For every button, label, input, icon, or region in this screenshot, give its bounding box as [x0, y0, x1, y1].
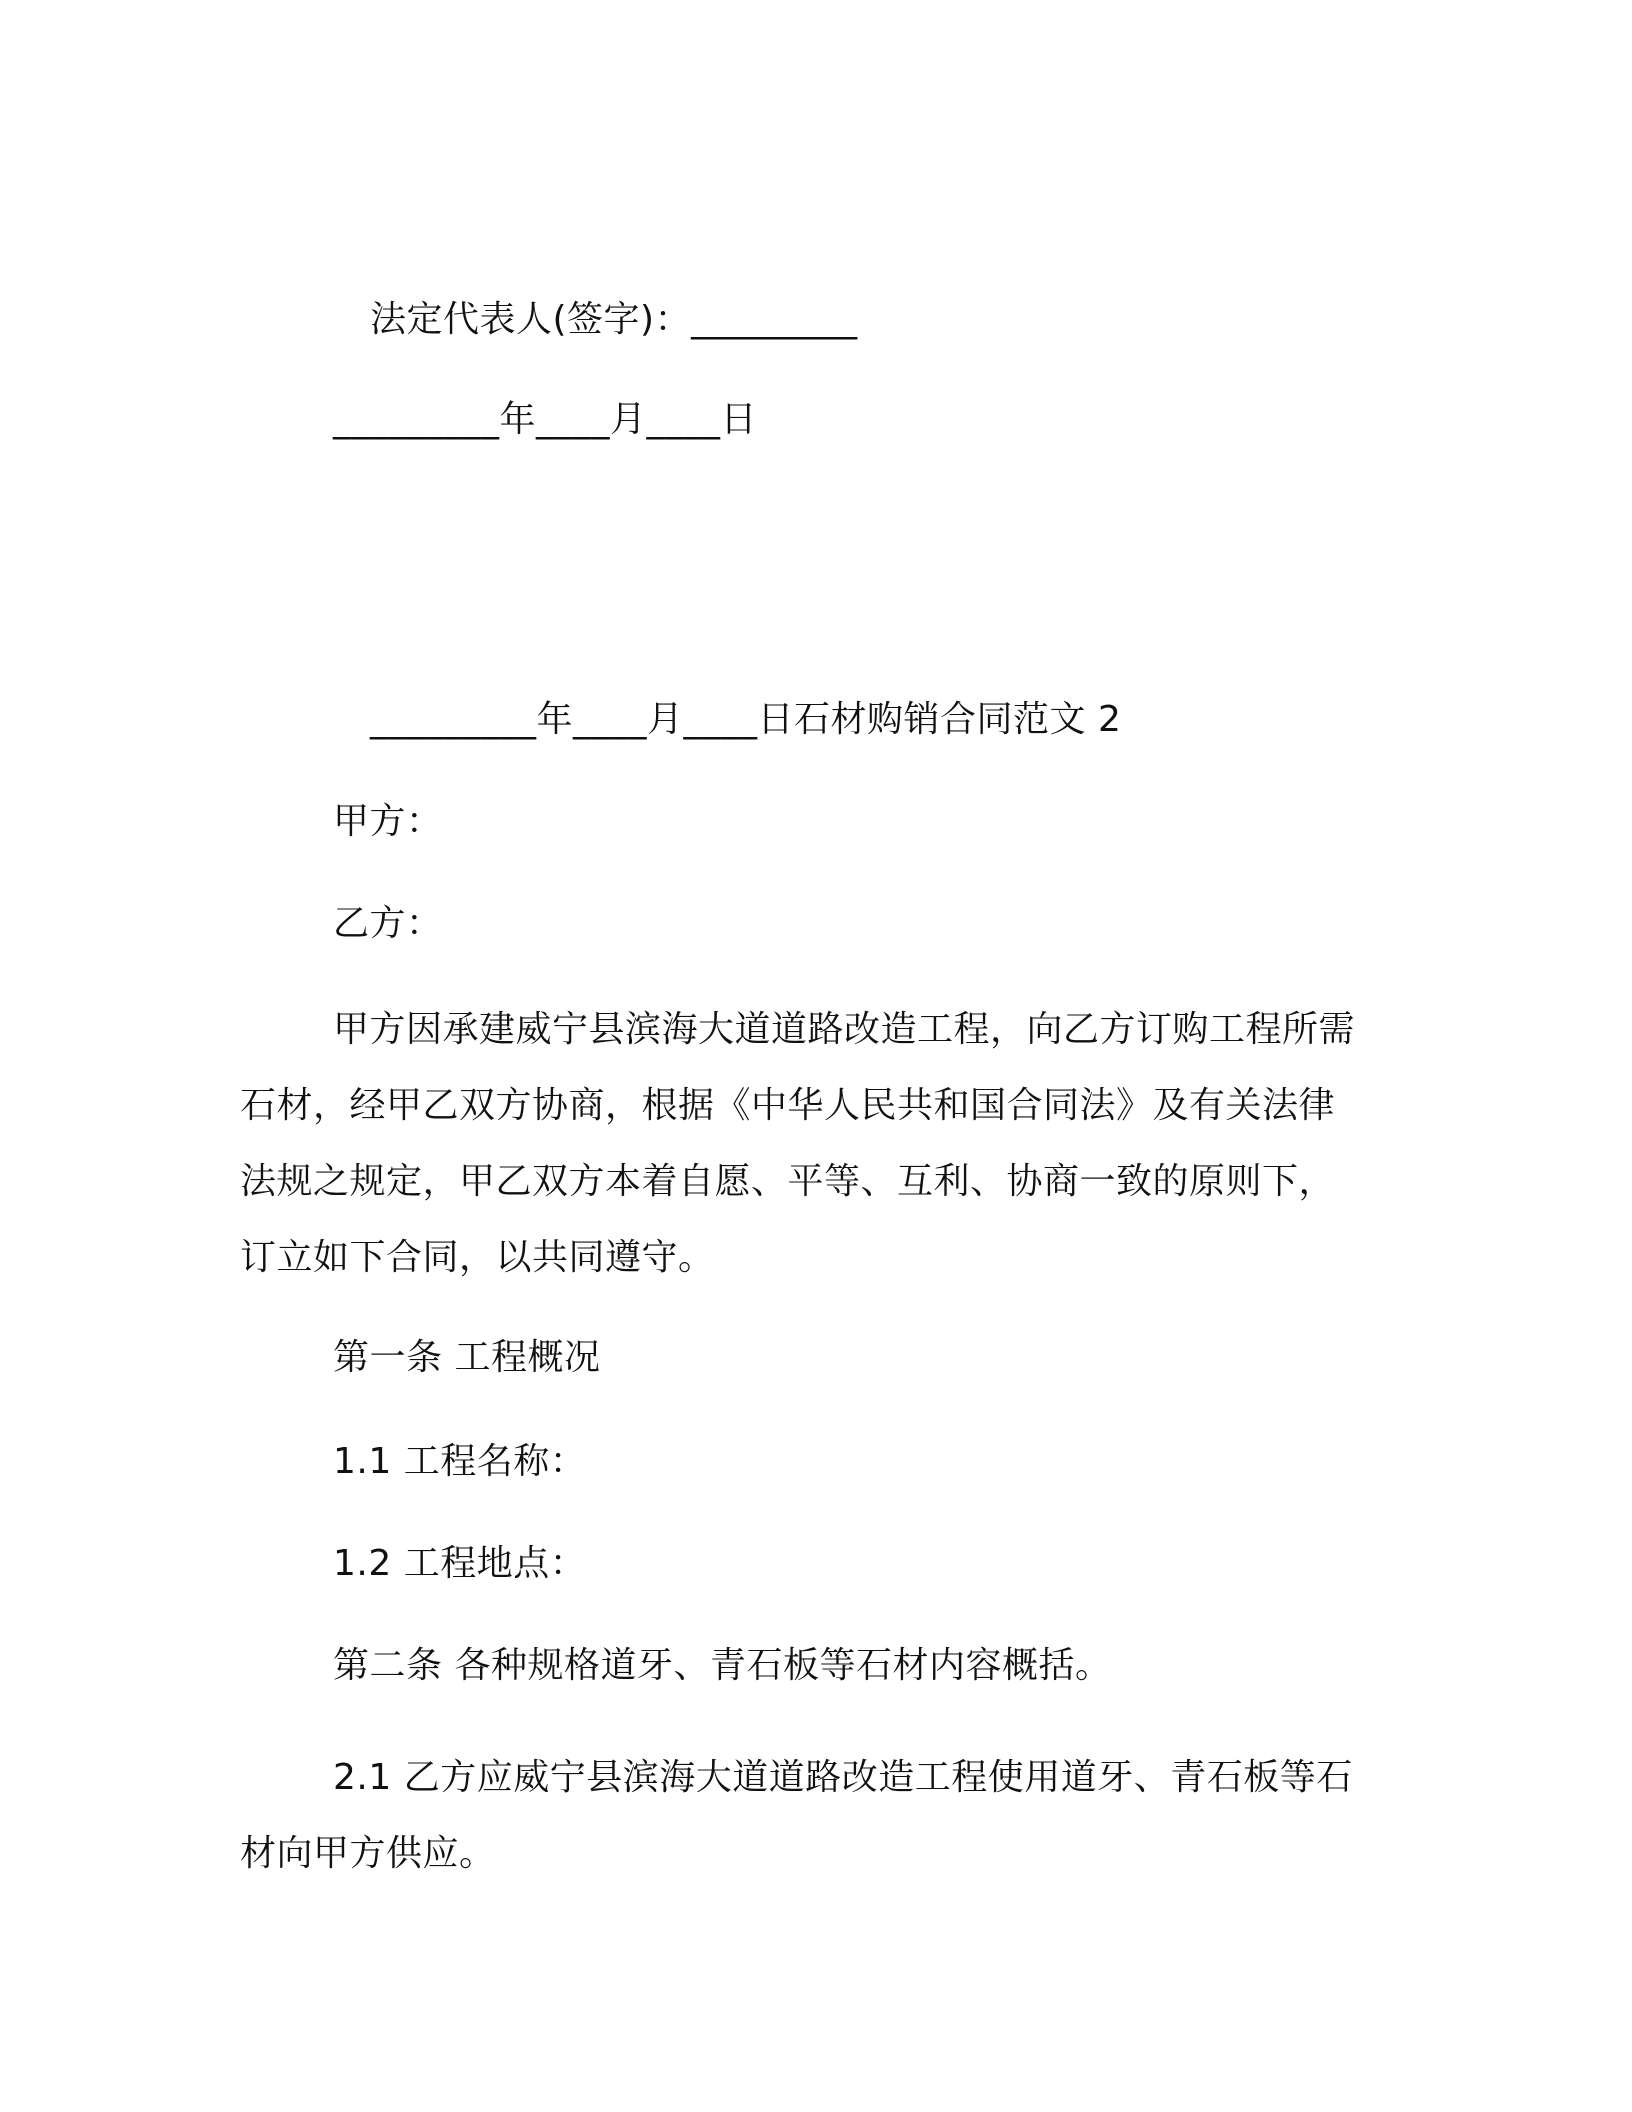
signature-date-line: _________年____月____日 [333, 399, 757, 440]
intro-line: 石材，经甲乙双方协商，根据《中华人民共和国合同法》及有关法律 [240, 1085, 1336, 1126]
intro-line: 订立如下合同，以共同遵守。 [240, 1237, 715, 1278]
article-1-item-1-1: 1.1 工程名称： [333, 1441, 587, 1482]
intro-line: 法规之规定，甲乙双方本着自愿、平等、互利、协商一致的原则下， [240, 1161, 1336, 1202]
contract-heading: _________年____月____日石材购销合同范文 2 [370, 699, 1122, 740]
article-1-title: 第一条 工程概况 [333, 1337, 601, 1378]
article-2-title: 第二条 各种规格道牙、青石板等石材内容概括。 [333, 1645, 1112, 1686]
intro-line: 甲方因承建威宁县滨海大道道路改造工程，向乙方订购工程所需 [333, 1009, 1356, 1050]
party-a-label: 甲方： [333, 801, 443, 842]
intro-paragraph [240, 992, 1380, 1296]
party-b-label: 乙方： [333, 903, 443, 944]
legal-representative-signature-line: 法定代表人(签字)：_________ [370, 299, 858, 340]
article-2-item-2-1 [240, 1740, 1380, 1892]
article-2-item-line: 材向甲方供应。 [240, 1833, 496, 1874]
article-2-item-line: 2.1 乙方应威宁县滨海大道道路改造工程使用道牙、青石板等石 [333, 1757, 1353, 1798]
article-1-item-1-2: 1.2 工程地点： [333, 1543, 587, 1584]
